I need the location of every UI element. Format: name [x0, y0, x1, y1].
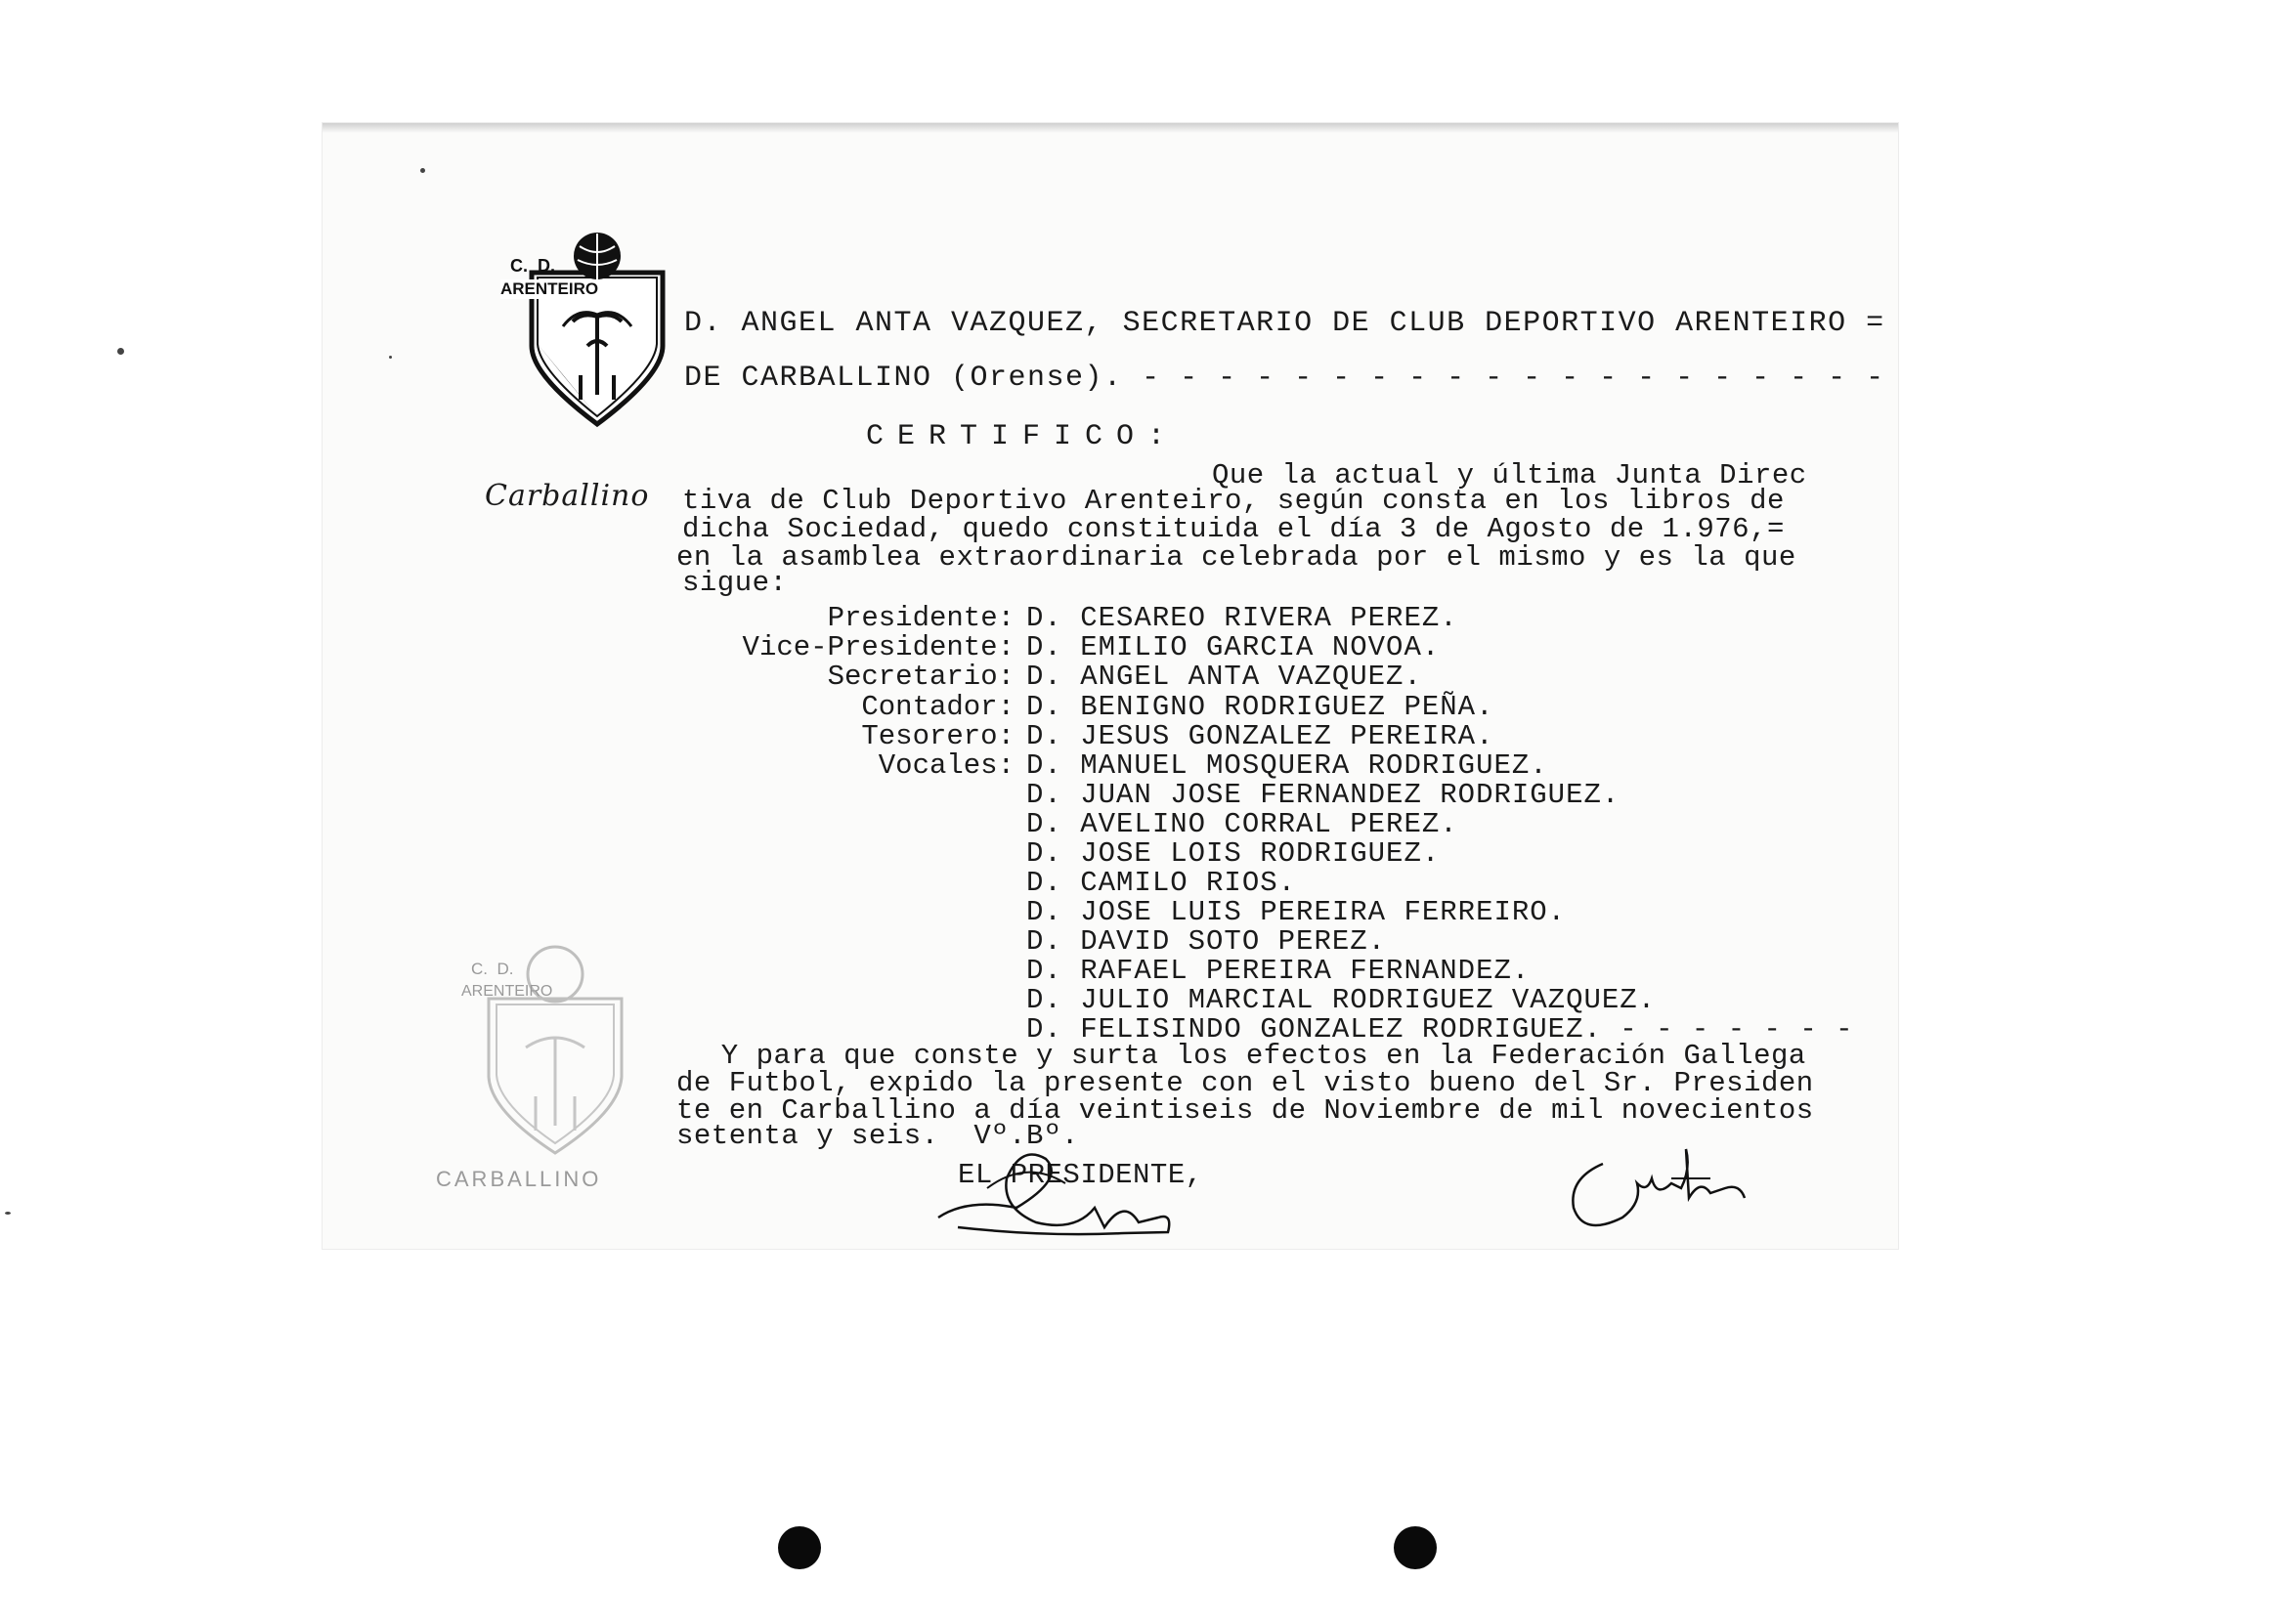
board-member-name: D. DAVID SOTO PEREZ. [1026, 925, 1387, 958]
board-role: Contador: [861, 691, 1015, 723]
closing-line-2: de Futbol, expido la presente con el visto bueno del Sr. Presiden [676, 1067, 1814, 1099]
intro-line-3: dicha Sociedad, quedo constituida el día 3 de Agosto de 1.976,= [682, 513, 1785, 545]
board-role: Vocales: [878, 749, 1015, 782]
board-member-name: D. JULIO MARCIAL RODRIGUEZ VAZQUEZ. [1026, 984, 1657, 1016]
board-role: Vice-Presidente: [742, 631, 1015, 663]
stamp-town: CARBALLINO [436, 1167, 602, 1191]
board-role: Secretario: [827, 661, 1015, 693]
punch-hole [1394, 1526, 1437, 1569]
president-signature-icon [929, 1139, 1202, 1247]
punch-hole [778, 1526, 821, 1569]
president-label: EL PRESIDENTE, [958, 1159, 1203, 1191]
board-member-name: D. FELISINDO GONZALEZ RODRIGUEZ. - - - - - - - [1026, 1013, 1854, 1046]
board-member-name: D. BENIGNO RODRIGUEZ PEÑA. [1026, 691, 1494, 723]
speck [117, 348, 124, 355]
stamp-cd-text: C. D. [471, 960, 514, 978]
club-stamp [440, 913, 596, 1137]
board-member-name: D. CESAREO RIVERA PEREZ. [1026, 602, 1458, 634]
board-member-name: D. CAMILO RIOS. [1026, 867, 1297, 899]
closing-line-4: setenta y seis. Vº.Bº. [676, 1120, 1079, 1152]
board-member-name: D. AVELINO CORRAL PEREZ. [1026, 808, 1458, 840]
board-role: Tesorero: [861, 720, 1015, 752]
intro-line-5: sigue: [682, 567, 788, 599]
certifico-heading: CERTIFICO: [866, 420, 1180, 453]
header-line-1: D. ANGEL ANTA VAZQUEZ, SECRETARIO DE CLUB DEPORTIVO ARENTEIRO = [684, 307, 1885, 340]
logo-club-name: ARENTEIRO [500, 279, 599, 298]
intro-line-1: Que la actual y última Junta Direc [1212, 459, 1807, 491]
club-logo [487, 211, 633, 406]
stamp-club-name: ARENTEIRO [461, 983, 553, 1000]
certificate-sheet [323, 123, 1898, 1249]
intro-line-4: en la asamblea extraordinaria celebrada por el mismo y es la que [676, 541, 1796, 574]
board-member-name: D. EMILIO GARCIA NOVOA. [1026, 631, 1441, 663]
speck [389, 356, 392, 359]
board-list [686, 602, 1859, 1051]
board-member-name: D. MANUEL MOSQUERA RODRIGUEZ. [1026, 749, 1548, 782]
closing-line-3: te en Carballino a día veintiseis de Noviembre de mil novecientos [676, 1094, 1814, 1127]
logo-town-script: Carballino [485, 479, 650, 513]
closing-line-1: Y para que conste y surta los efectos en la Federación Gallega [686, 1040, 1806, 1072]
board-member-name: D. ANGEL ANTA VAZQUEZ. [1026, 661, 1422, 693]
intro-line-2: tiva de Club Deportivo Arenteiro, según consta en los libros de [682, 485, 1785, 517]
secretary-signature-icon [1564, 1139, 1759, 1247]
board-member-name: D. JESUS GONZALEZ PEREIRA. [1026, 720, 1494, 752]
board-member-name: D. JOSE LOIS RODRIGUEZ. [1026, 837, 1441, 870]
board-member-name: D. RAFAEL PEREIRA FERNANDEZ. [1026, 955, 1531, 987]
board-member-name: D. JUAN JOSE FERNANDEZ RODRIGUEZ. [1026, 779, 1620, 811]
logo-cd-text: C. D. [510, 256, 556, 276]
speck [5, 1212, 11, 1215]
board-role: Presidente: [827, 602, 1015, 634]
board-member-name: D. JOSE LUIS PEREIRA FERREIRO. [1026, 896, 1567, 928]
speck [420, 168, 425, 173]
header-line-2: DE CARBALLINO (Orense). - - - - - - - - - - - - - - - - - - - - [684, 362, 1885, 395]
